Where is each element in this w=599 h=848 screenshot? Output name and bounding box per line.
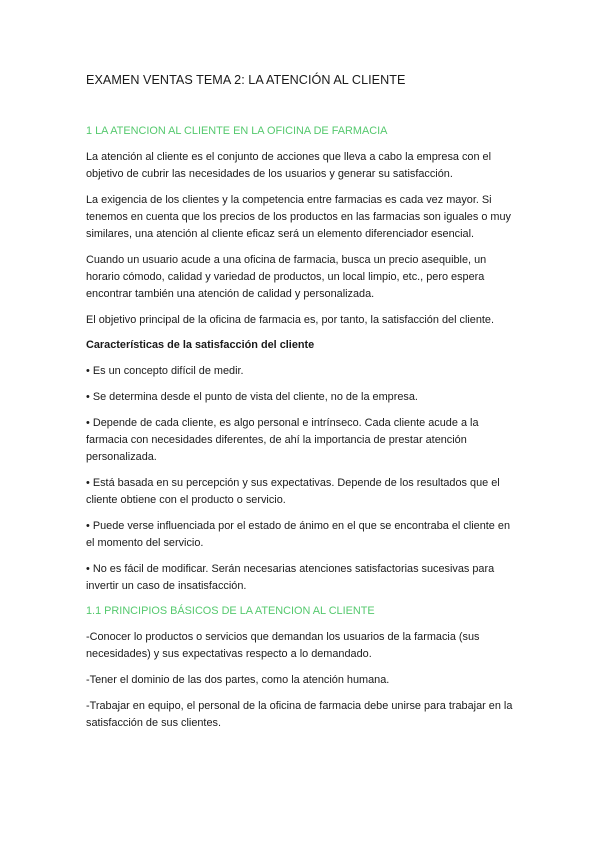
paragraph: La exigencia de los clientes y la competencia entre farmacias es cada vez mayor. Si tenemos en cuenta que los precios de los productos en las farmacias son iguales o muy similares, una atención al cliente eficaz será un elemento diferenciador esencial. [86, 194, 511, 240]
principle-item: -Trabajar en equipo, el personal de la oficina de farmacia debe unirse para trabajar en la satisfacción de sus clientes. [86, 700, 513, 729]
section-heading-atencion-cliente: 1 LA ATENCION AL CLIENTE EN LA OFICINA DE FARMACIA [86, 125, 388, 137]
document-title: EXAMEN VENTAS TEMA 2: LA ATENCIÓN AL CLIENTE [86, 73, 406, 87]
principle-item: -Tener el dominio de las dos partes, como la atención humana. [86, 674, 390, 686]
paragraph: La atención al cliente es el conjunto de acciones que lleva a cabo la empresa con el objetivo de cubrir las necesidades de los usuarios y generar su satisfacción. [86, 151, 492, 180]
subheading-caracteristicas: Características de la satisfacción del cliente [86, 339, 315, 351]
document-content [86, 72, 516, 741]
principle-item: -Conocer lo productos o servicios que demandan los usuarios de la farmacia (sus necesidades) y sus expectativas respecto a lo demandado. [86, 631, 480, 660]
bullet-item: • No es fácil de modificar. Serán necesarias atenciones satisfactorias sucesivas para invertir un caso de insatisfacción. [86, 563, 495, 592]
bullet-item: • Se determina desde el punto de vista del cliente, no de la empresa. [86, 391, 418, 403]
paragraph: Cuando un usuario acude a una oficina de farmacia, busca un precio asequible, un horario cómodo, calidad y variedad de productos, un local limpio, etc., pero espera encontrar también una atención de calidad y personalizada. [86, 254, 487, 300]
bullet-item: • Depende de cada cliente, es algo personal e intrínseco. Cada cliente acude a la farmacia con necesidades diferentes, de ahí la importancia de prestar atención personalizada. [86, 417, 479, 463]
bullet-item: • Es un concepto difícil de medir. [86, 365, 244, 377]
bullet-item: • Puede verse influenciada por el estado de ánimo en el que se encontraba el cliente en el momento del servicio. [86, 520, 510, 549]
section-heading-principios-basicos: 1.1 PRINCIPIOS BÁSICOS DE LA ATENCION AL CLIENTE [86, 605, 375, 617]
bullet-item: • Está basada en su percepción y sus expectativas. Depende de los resultados que el cliente obtiene con el producto o servicio. [86, 477, 500, 506]
paragraph: El objetivo principal de la oficina de farmacia es, por tanto, la satisfacción del cliente. [86, 314, 495, 326]
